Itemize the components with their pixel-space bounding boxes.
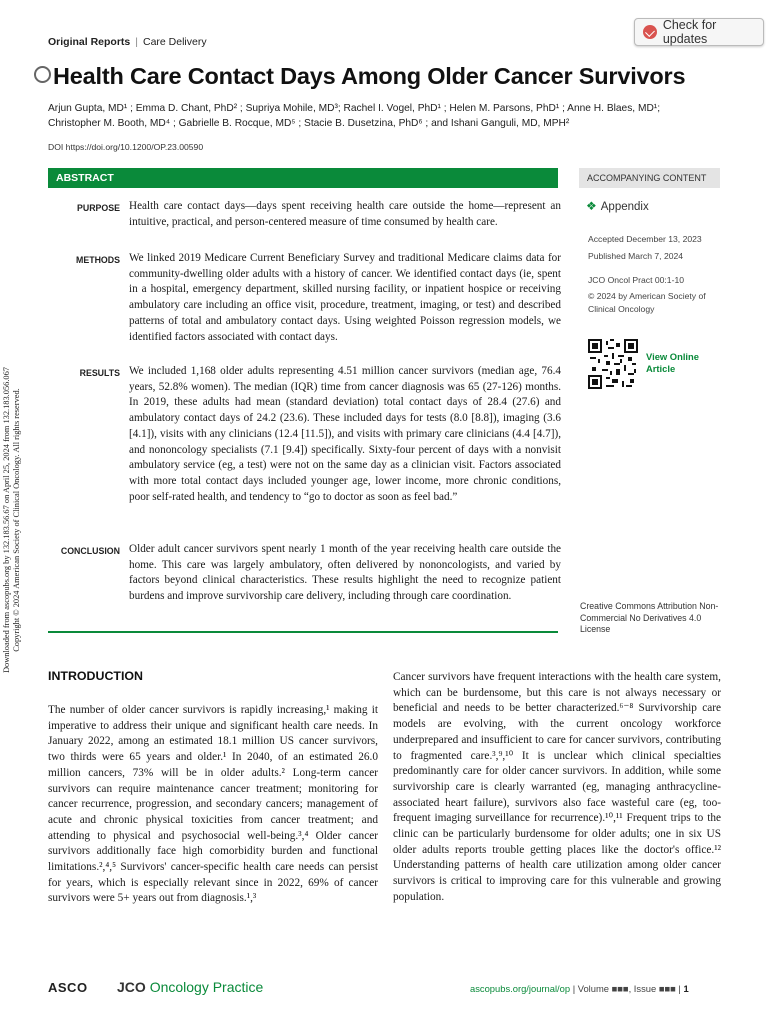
journal-url[interactable]: ascopubs.org/journal/op [470,983,571,994]
section-header: Original Reports | Care Delivery [48,36,207,48]
published-date: Published March 7, 2024 [588,251,684,261]
asco-logo: ASCO [48,980,88,995]
check-updates-button[interactable] [634,18,764,46]
page-number: 1 [683,983,689,994]
conclusion-label: CONCLUSION [60,546,120,556]
check-updates-label: Check for updates [662,18,717,46]
license-text: Creative Commons Attribution Non-Commercial No Derivatives 4.0 License [580,601,719,634]
purpose-text: Health care contact days—days spent receiving health care outside the home—represent an intuitive, practical, and person-centered measure of time consumed by health care. [129,200,561,228]
authors-line-1: Arjun Gupta, MD¹ ; Emma D. Chant, PhD² ; Supriya Mohile, MD³; Rachel I. Vogel, PhD¹ ; Helen M. Parsons, PhD¹ ; Anne H. Blaes, MD¹; [48,103,661,114]
qr-code[interactable] [588,339,638,389]
accepted-date: Accepted December 13, 2023 [588,234,702,244]
doi-link[interactable]: DOI https://doi.org/10.1200/OP.23.00590 [48,142,204,152]
jco-mark: JCO [117,979,146,995]
abstract-heading: ABSTRACT [48,168,558,188]
introduction-heading: INTRODUCTION [48,669,143,683]
article-title: Health Care Contact Days Among Older Cancer Survivors [53,63,686,89]
section-label: Original Reports [48,36,131,48]
journal-name: Oncology Practice [149,979,264,995]
abstract-divider [48,631,558,633]
appendix-label: Appendix [600,201,649,213]
accompanying-heading: ACCOMPANYING CONTENT [579,168,720,188]
intro-column-1: The number of older cancer survivors is rapidly increasing,¹ making it imperative to address their unique and significant health care needs. In January 2022, among an estimated 18.1 million US cancer survivors, two thirds were 65 years and older.¹ In 2040, of an estimated 26.0 million cancers, 73% will be in older adults.² Long-term cancer survivors can require maintenance cancer treatment; monitoring for cancer recurrence, progression, and secondary cancers; management of acute and chronic physical toxicities from cancer treatment; and attending to physical and psychosocial well-being.³,⁴ Older cancer survivors additionally face high comorbidity burden and functional limitations.²,⁴,⁵ Survivors' cancer-specific health care needs can persist for years, which is especially relevant since in 2022, 69% of cancer survivors were 5+ years out from diagnosis.¹,³ [48,704,378,905]
article-title-row [34,63,685,90]
copyright-notice: © 2024 by American Society of Clinical Oncology [588,291,706,314]
conclusion-text: Older adult cancer survivors spent nearly 1 month of the year receiving health care outside the home. This care was largely ambulatory, often delivered by nononcologists, and varied by factors beyond clinical characteristics. These results highlight the need to recognize patient burdens and improve survivorship care delivery, including through care coordination. [129,543,561,603]
volume-issue: Volume ■■■, Issue ■■■ [577,983,676,994]
view-online-link[interactable]: View Online Article [646,351,699,374]
open-access-icon [34,66,51,83]
jco-logo [117,979,263,995]
download-notice [2,330,21,710]
results-text: We included 1,168 older adults representing 4.51 million cancer survivors (median age, 76.4 years, 52.8% women). The median (IQR) time from cancer diagnosis was 65 (27-126) months. In 2019, these adults had mean (standard deviation) total contact days of 28.4 (27.6) and ambulatory contact days of 24.2 (23.6). These included days for tests (8.0 [8.8]), imaging (3.6 [4.1]), visits with any clinicians (12.4 [11.5]), and visits with primary care clinicians (4.4 [4.7]), and nononcology specialists (7.1 [9.4]) specifically. Sixty-four percent of days with a nonvisit ambulatory service (eg, a test) were not on the same day as a clinician visit. Factors associated with more total contact days included younger age, lower income, more chronic conditions, poor self-rated health, and tendency to “go to doctor as soon as feel bad.” [129,365,561,503]
paperclip-icon: ❖ [586,199,597,213]
category-label: Care Delivery [143,36,207,48]
appendix-link[interactable] [586,199,649,213]
methods-label: METHODS [76,255,120,265]
download-line: Downloaded from ascopubs.org by 132.183.56.67 on April 25, 2024 from 132.183.056.067 [2,367,11,673]
results-label: RESULTS [79,368,120,378]
authors-line-2: Christopher M. Booth, MD⁴ ; Gabrielle B. Rocque, MD⁵ ; Stacie B. Dusetzina, PhD⁶ ; and Ishani Ganguli, MD, MPH² [48,117,570,129]
bookmark-check-icon [643,25,657,39]
footer-citation: ascopubs.org/journal/op | Volume ■■■, Issue ■■■ | 1 [470,983,689,994]
author-list [48,102,728,131]
citation: JCO Oncol Pract 00:1-10 [588,275,685,285]
purpose-label: PURPOSE [76,203,120,213]
intro-column-2: Cancer survivors have frequent interactions with the health care system, which can be burdensome, but this care is not always necessary or beneficial and needs to be better characterized.⁶⁻⁸ Survivorship care models are evolving, with the current oncology workforce underprepared and insufficient to care for cancer survivors, contributing to fragmented care.³,⁹,¹⁰ It is unclear which clinical specialties predominantly care for older cancer survivors. In addition, while some survivorship care is clearly warranted (eg, managing anthracycline-associated heart failure), survivors also face wasteful care (eg, too-frequent imaging surveillance for recurrence).¹⁰,¹¹ Frequent trips to the clinic can be particularly burdensome for older adults; one in six US older adults reports trouble getting places like the doctor's office.¹² Understanding patterns of health care utilization among older cancer survivors is critical to improving care for this vulnerable and growing population. [393,671,721,903]
methods-text: We linked 2019 Medicare Current Beneficiary Survey and traditional Medicare claims data for community-dwelling older adults with a history of cancer. We identified contact days (ie, spent in a hospital, emergency department, skilled nursing facility, or inpatient hospice or receiving ambulatory care including an office visit, procedure, treatment, imaging, or test) and described patterns of total and ambulatory contact days. Using weighted Poisson regression models, we identified factors associated with contact days. [129,252,561,343]
copyright-line: Copyright © 2024 American Society of Clinical Oncology. All rights reserved. [12,388,21,652]
